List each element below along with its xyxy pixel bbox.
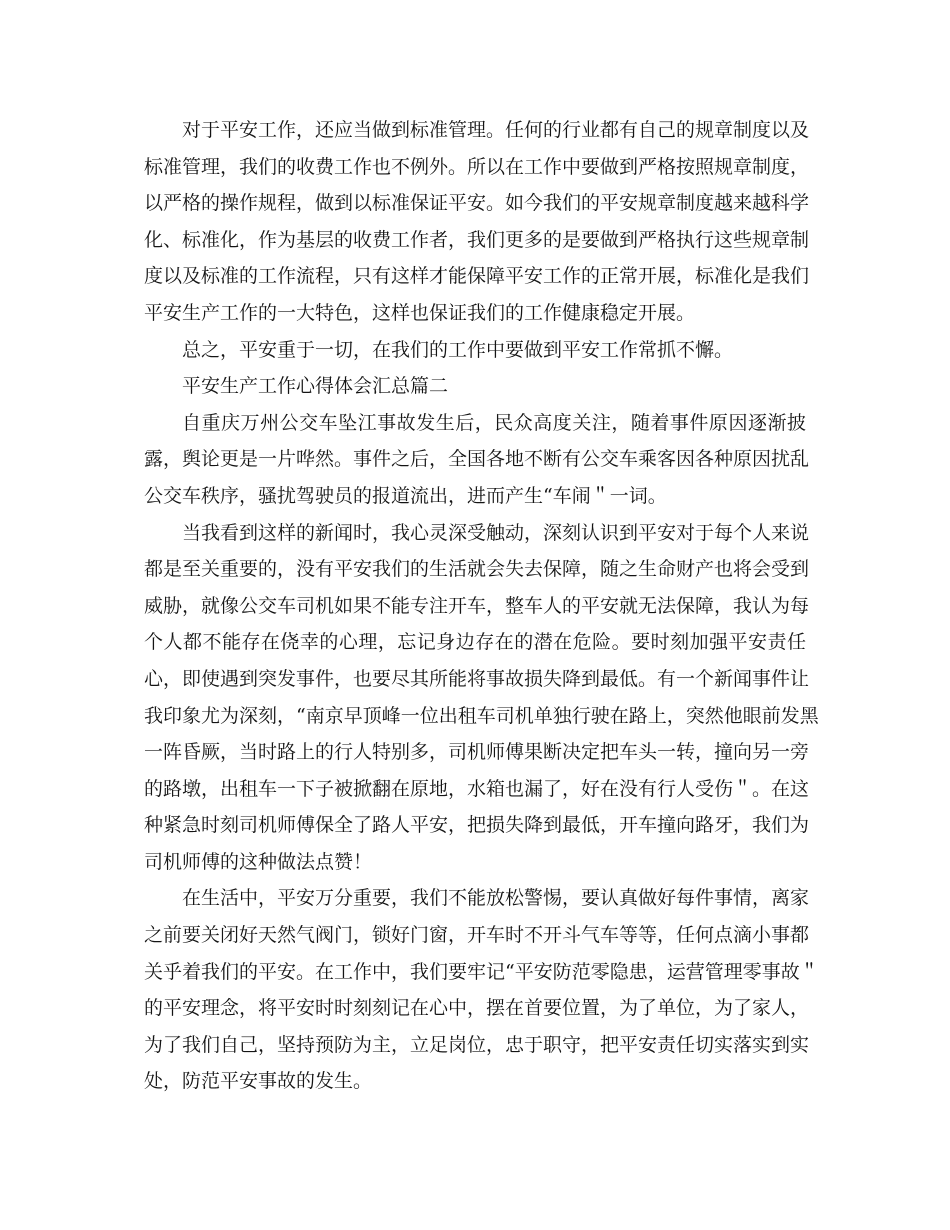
text-line: 我印象尤为深刻，“南京早顶峰一位出租车司机单独行驶在路上，突然他眼前发黑 xyxy=(144,704,819,727)
text-line: 处，防范平安事故的发生。 xyxy=(144,1070,373,1093)
text-line: 一阵昏厥，当时路上的行人特别多，司机师傅果断决定把车头一转，撞向另一旁 xyxy=(144,741,810,764)
text-line: 之前要关闭好天然气阀门，锁好门窗，开车时不开斗气车等等，任何点滴小事都 xyxy=(144,924,810,947)
text-line: 的平安理念，将平安时时刻刻记在心中，摆在首要位置，为了单位，为了家人， xyxy=(144,997,810,1020)
text-line: 对于平安工作，还应当做到标准管理。任何的行业都有自己的规章制度以及 xyxy=(182,119,810,141)
document-body xyxy=(144,112,819,1100)
text-line: 为了我们自己，坚持预防为主，立足岗位，忠于职守，把平安责任切实落实到实 xyxy=(144,1033,810,1056)
text-line: 度以及标准的工作流程，只有这样才能保障平安工作的正常开展，标准化是我们 xyxy=(144,265,810,288)
text-line: 威胁，就像公交车司机如果不能专注开车，整车人的平安就无法保障，我认为每 xyxy=(144,594,810,617)
text-line: 标准管理，我们的收费工作也不例外。所以在工作中要做到严格按照规章制度， xyxy=(144,155,810,178)
text-line: 平安生产工作的一大特色，这样也保证我们的工作健康稳定开展。 xyxy=(144,301,696,324)
text-line: 化、标准化，作为基层的收费工作者，我们更多的是要做到严格执行这些规章制 xyxy=(144,228,810,251)
text-line: 平安生产工作心得体会汇总篇二 xyxy=(182,375,449,398)
text-line: 都是至关重要的，没有平安我们的生活就会失去保障，随之生命财产也将会受到 xyxy=(144,558,810,581)
text-line: 在生活中，平安万分重要，我们不能放松警惕，要认真做好每件事情，离家 xyxy=(182,887,810,910)
text-line: 司机师傅的这种做法点赞！ xyxy=(144,850,373,873)
text-line: 当我看到这样的新闻时，我心灵深受触动，深刻认识到平安对于每个人来说 xyxy=(182,521,810,544)
text-line: 露，舆论更是一片哗然。事件之后，全国各地不断有公交车乘客因各种原因扰乱 xyxy=(144,448,810,471)
text-line: 的路墩，出租车一下子被掀翻在原地，水箱也漏了，好在没有行人受伤＂。在这 xyxy=(144,777,810,800)
text-line: 公交车秩序，骚扰驾驶员的报道流出，进而产生“车闹＂一词。 xyxy=(144,484,667,507)
text-line: 以严格的操作规程，做到以标准保证平安。如今我们的平安规章制度越来越科学 xyxy=(144,192,810,215)
text-line: 自重庆万州公交车坠江事故发生后，民众高度关注，随着事件原因逐渐披 xyxy=(182,411,806,434)
text-line: 种紧急时刻司机师傅保全了路人平安，把损失降到最低，开车撞向路牙，我们为 xyxy=(144,814,810,837)
text-line: 总之，平安重于一切，在我们的工作中要做到平安工作常抓不懈。 xyxy=(182,338,734,361)
text-line: 关乎着我们的平安。在工作中，我们要牢记“平安防范零隐患，运营管理零事故＂ xyxy=(144,960,819,983)
text-line: 心，即使遇到突发事件，也要尽其所能将事故损失降到最低。有一个新闻事件让 xyxy=(144,667,810,690)
text-line: 个人都不能存在侥幸的心理，忘记身边存在的潜在危险。要时刻加强平安责任 xyxy=(144,631,806,654)
